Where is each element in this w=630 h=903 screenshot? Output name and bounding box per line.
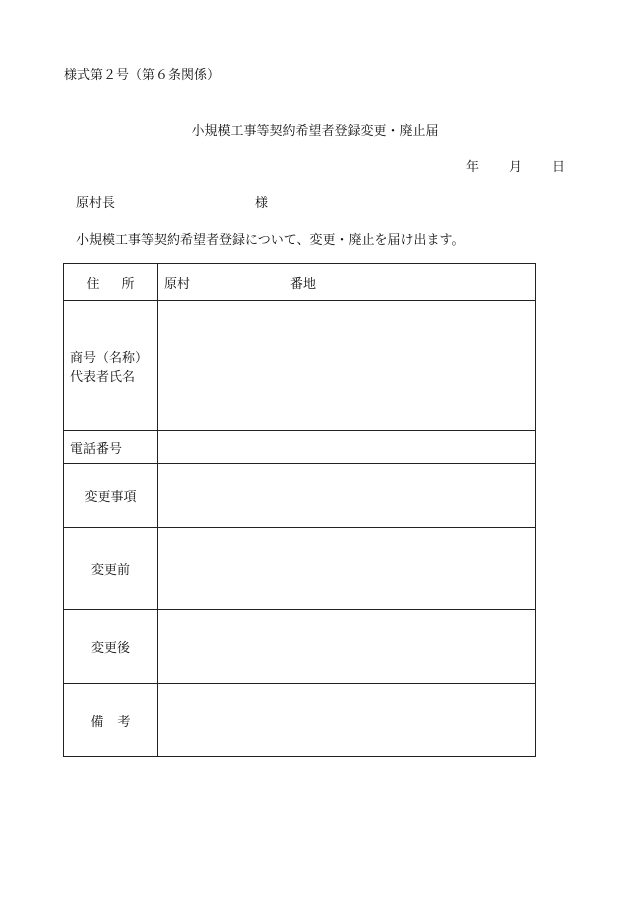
phone-label: 電話番号 [64, 431, 158, 464]
change-item-field[interactable] [158, 464, 536, 528]
date-month-label: 月 [509, 160, 523, 175]
representative-name-label: 代表者氏名 [70, 369, 136, 385]
date-day-label: 日 [552, 160, 566, 175]
address-field[interactable] [158, 264, 536, 301]
company-field[interactable] [158, 301, 536, 431]
address-row [64, 264, 536, 301]
date-line [466, 156, 565, 175]
company-label [64, 301, 158, 431]
address-lot-suffix: 番地 [290, 276, 317, 292]
document-title: 小規模工事等契約希望者登録変更・廃止届 [191, 124, 439, 139]
notification-form-table [63, 263, 536, 757]
addressee-line [76, 192, 268, 211]
after-change-row [64, 610, 536, 684]
company-name-label: 商号（名称） [70, 350, 149, 366]
address-label: 住 所 [64, 264, 158, 301]
phone-row [64, 431, 536, 464]
before-change-label: 変更前 [64, 528, 158, 610]
change-item-label: 変更事項 [64, 464, 158, 528]
remarks-field[interactable] [158, 684, 536, 757]
addressee-honorific: 様 [255, 196, 269, 211]
after-change-field[interactable] [158, 610, 536, 684]
addressee-name: 原村長 [76, 196, 116, 211]
form-number: 様式第２号（第６条関係） [64, 68, 221, 83]
after-change-label: 変更後 [64, 610, 158, 684]
remarks-label: 備 考 [64, 684, 158, 757]
before-change-field[interactable] [158, 528, 536, 610]
phone-field[interactable] [158, 431, 536, 464]
date-year-label: 年 [466, 160, 480, 175]
change-item-row [64, 464, 536, 528]
before-change-row [64, 528, 536, 610]
company-row [64, 301, 536, 431]
address-village: 原村 [164, 276, 191, 292]
statement-text: 小規模工事等契約希望者登録について、変更・廃止を届け出ます。 [76, 233, 465, 248]
remarks-row [64, 684, 536, 757]
